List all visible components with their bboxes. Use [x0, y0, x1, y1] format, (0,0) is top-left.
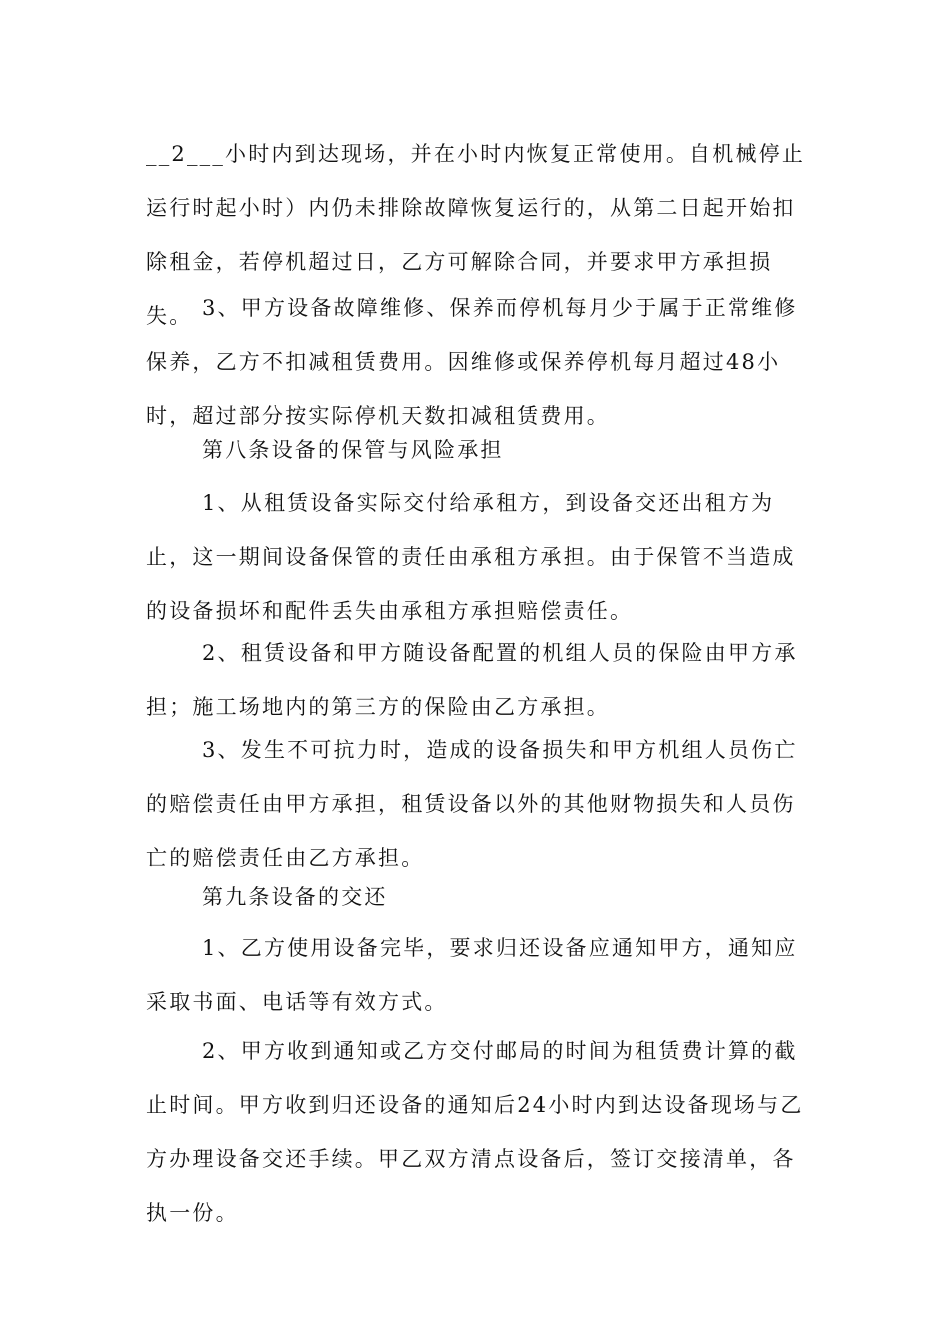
section-heading-article-9: 第九条设备的交还: [202, 885, 388, 909]
paragraph-article-8-clause-1: 1、从租赁设备实际交付给承租方，到设备交还出租方为止，这一期间设备保管的责任由承租方承担。由于保管不当造成的设备损坏和配件丢失由承租方承担赔偿责任。: [146, 491, 796, 623]
paragraph-article-8-clause-3: 3、发生不可抗力时，造成的设备损失和甲方机组人员伤亡的赔偿责任由甲方承担，租赁设备以外的其他财物损失和人员伤亡的赔偿责任由乙方承担。: [146, 738, 798, 870]
paragraph-article-8-clause-2: 2、租赁设备和甲方随设备配置的机组人员的保险由甲方承担；施工场地内的第三方的保险由乙方承担。: [146, 641, 798, 719]
section-heading-article-8: 第八条设备的保管与风险承担: [202, 438, 504, 462]
paragraph-clause-3: 3、甲方设备故障维修、保养而停机每月少于属于正常维修保养，乙方不扣减租赁费用。因维修或保养停机每月超过48小时，超过部分按实际停机天数扣减租赁费用。: [146, 296, 798, 428]
paragraph-article-9-clause-1: 1、乙方使用设备完毕，要求归还设备应通知甲方，通知应采取书面、电话等有效方式。: [146, 936, 798, 1014]
paragraph-continuation: __2___小时内到达现场，并在小时内恢复正常使用。自机械停止运行时起小时）内仍未排除故障恢复运行的，从第二日起开始扣除租金，若停机超过日，乙方可解除合同，并要求甲方承担损失。: [146, 142, 806, 328]
paragraph-article-9-clause-2: 2、甲方收到通知或乙方交付邮局的时间为租赁费计算的截止时间。甲方收到归还设备的通知后24小时内到达设备现场与乙方办理设备交还手续。甲乙双方清点设备后，签订交接清单，各执一份。: [146, 1039, 804, 1225]
